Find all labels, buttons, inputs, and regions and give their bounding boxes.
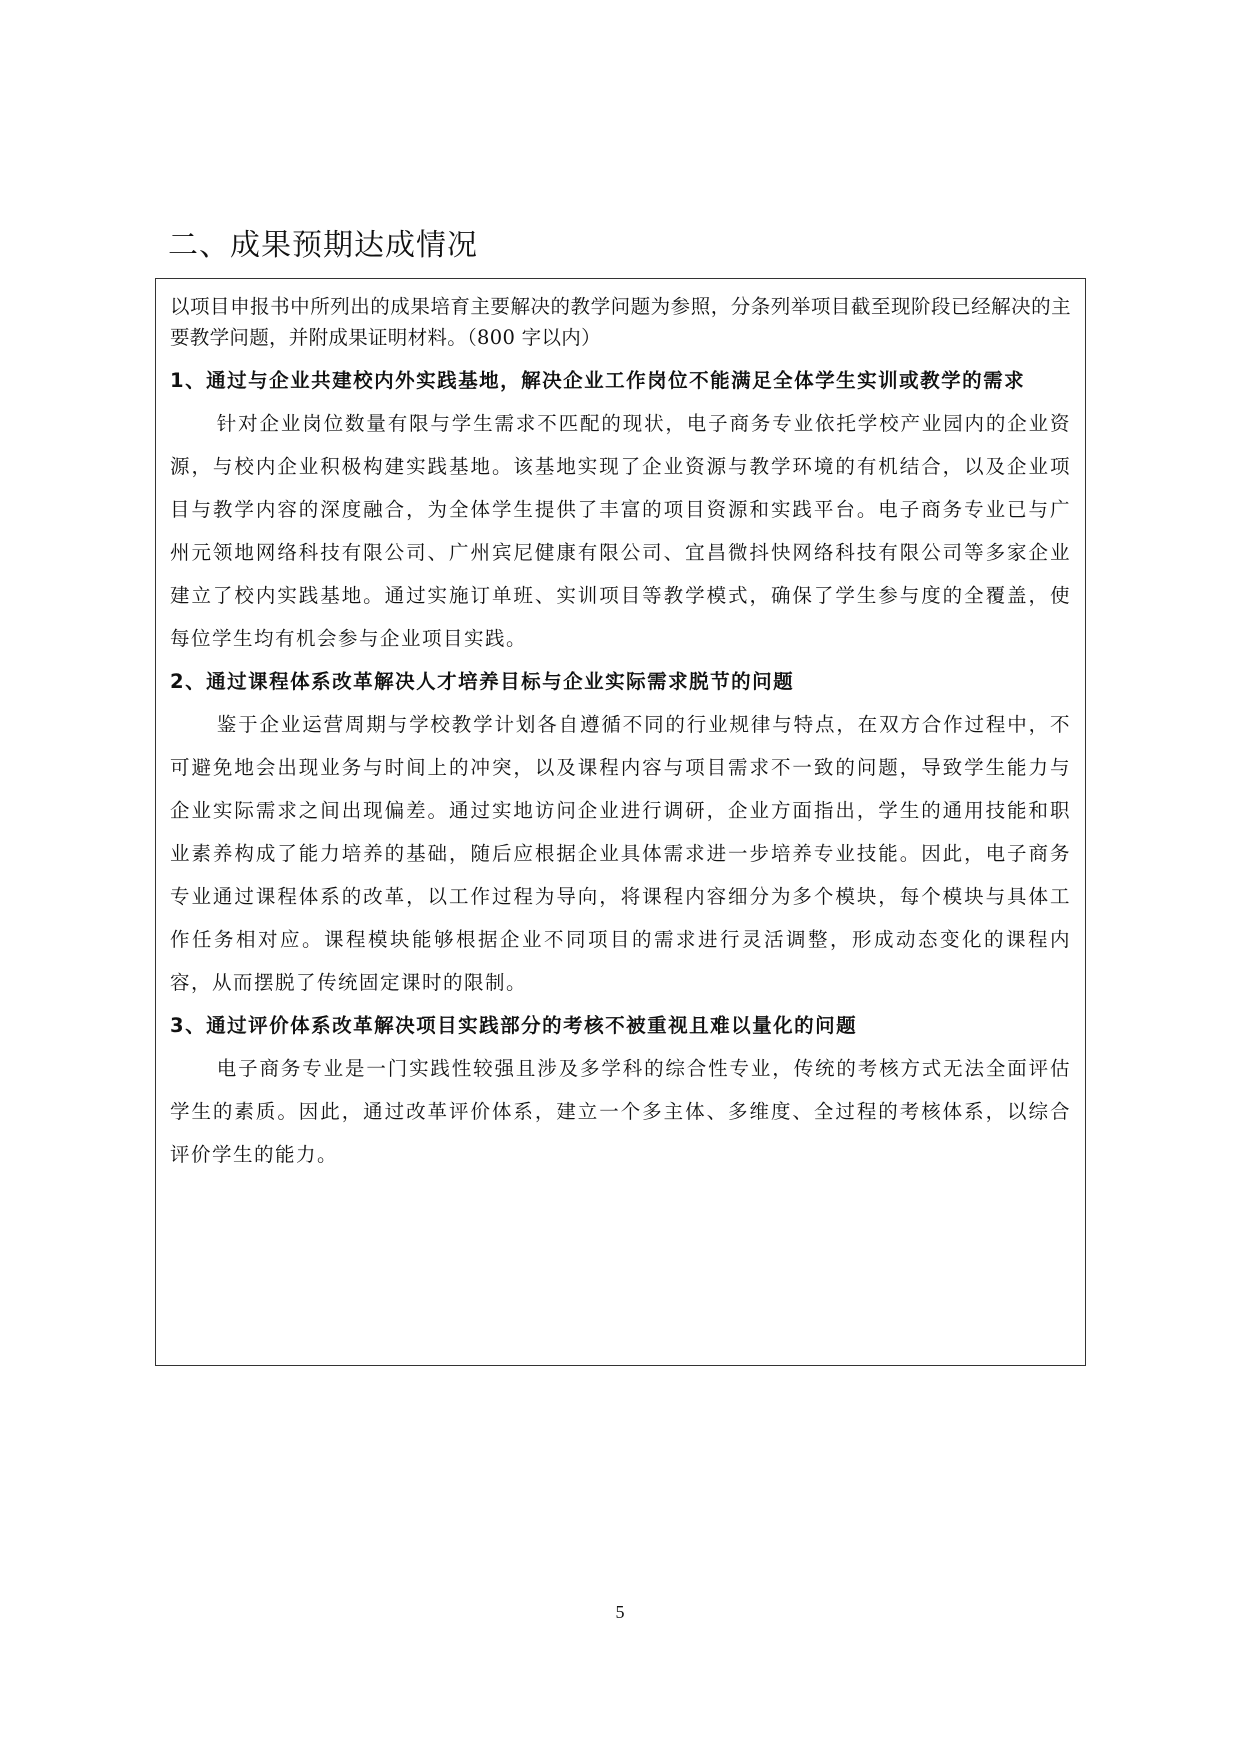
item-heading-1: 1、通过与企业共建校内外实践基地，解决企业工作岗位不能满足全体学生实训或教学的需求 bbox=[170, 369, 1026, 392]
instructions-text: 以项目申报书中所列出的成果培育主要解决的教学问题为参照，分条列举项目截至现阶段已经解决的主要教学问题，并附成果证明材料。（800 字以内） bbox=[170, 295, 1071, 349]
item-body-1: 针对企业岗位数量有限与学生需求不匹配的现状，电子商务专业依托学校产业园内的企业资源，与校内企业积极构建实践基地。该基地实现了企业资源与教学环境的有机结合，以及企业项目与教学内容的深度融合，为全体学生提供了丰富的项目资源和实践平台。电子商务专业已与广州元领地网络科技有限公司、广州宾尼健康有限公司、宜昌微抖快网络科技有限公司等多家企业建立了校内实践基地。通过实施订单班、实训项目等教学模式，确保了学生参与度的全覆盖，使每位学生均有机会参与企业项目实践。 bbox=[170, 412, 1071, 650]
item-body-2: 鉴于企业运营周期与学校教学计划各自遵循不同的行业规律与特点，在双方合作过程中，不可避免地会出现业务与时间上的冲突，以及课程内容与项目需求不一致的问题，导致学生能力与企业实际需求之间出现偏差。通过实地访问企业进行调研，企业方面指出，学生的通用技能和职业素养构成了能力培养的基础，随后应根据企业具体需求进一步培养专业技能。因此，电子商务专业通过课程体系的改革，以工作过程为导向，将课程内容细分为多个模块，每个模块与具体工作任务相对应。课程模块能够根据企业不同项目的需求进行灵活调整，形成动态变化的课程内容，从而摆脱了传统固定课时的限制。 bbox=[170, 713, 1071, 994]
item-body-3: 电子商务专业是一门实践性较强且涉及多学科的综合性专业，传统的考核方式无法全面评估学生的素质。因此，通过改革评价体系，建立一个多主体、多维度、全过程的考核体系，以综合评价学生的能力。 bbox=[170, 1057, 1071, 1166]
item-heading-3: 3、通过评价体系改革解决项目实践部分的考核不被重视且难以量化的问题 bbox=[170, 1014, 858, 1037]
content-box bbox=[155, 278, 1086, 1366]
item-heading-2: 2、通过课程体系改革解决人才培养目标与企业实际需求脱节的问题 bbox=[170, 670, 795, 693]
page-number: 5 bbox=[615, 1602, 625, 1622]
section-title: 二、成果预期达成情况 bbox=[168, 228, 478, 263]
